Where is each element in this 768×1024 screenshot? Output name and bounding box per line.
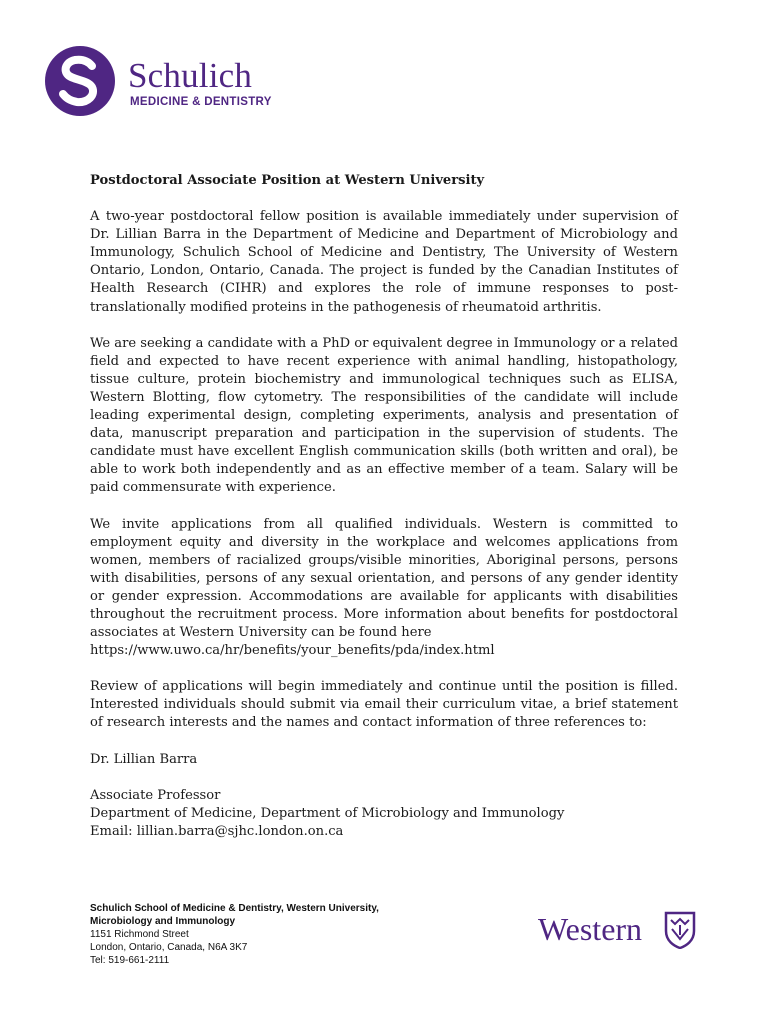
paragraph-equity — [90, 516, 678, 661]
logo-name: Schulich — [128, 56, 253, 95]
contact-role: Associate Professor — [90, 787, 221, 803]
western-logo-text: Western — [538, 911, 643, 947]
paragraph-applications: Review of applications will begin immediately and continue until the position is filled. Interested individuals should submit via email their curriculum vitae, a brief statement of research interests and the names and contact information of three references to: — [90, 679, 678, 731]
footer-school: Schulich School of Medicine & Dentistry, Western University, — [90, 903, 379, 914]
letter-body — [90, 172, 678, 859]
letter-title: Postdoctoral Associate Position at Western University — [90, 173, 485, 188]
footer-department: Microbiology and Immunology — [90, 916, 235, 927]
western-crest-icon — [664, 911, 696, 949]
contact-email[interactable]: Email: lillian.barra@sjhc.london.on.ca — [90, 823, 344, 839]
footer-address — [90, 902, 379, 967]
equity-text: We invite applications from all qualified individuals. Western is committed to employment equity and diversity in the workplace and welcomes applications from women, members of racialized groups/visible minorities, Aboriginal persons, persons with disabilities, persons of any sexual orientation, and persons of any gender identity or gender expression. Accommodations are available for applicants with disabilities throughout the recruitment process. More information about benefits for postdoctoral associates at Western University can be found here — [90, 516, 678, 641]
paragraph-position: A two-year postdoctoral fellow position is available immediately under supervision of Dr. Lillian Barra in the Department of Medicine and Department of Microbiology and Immunology, Schulich School of Medicine and Dentistry, The University of Western Ontario, London, Ontario, Canada. The project is funded by the Canadian Institutes of Health Research (CIHR) and explores the role of immune responses to post-translationally modified proteins in the pathogenesis of rheumatoid arthritis. — [90, 209, 678, 315]
footer-city: London, Ontario, Canada, N6A 3K7 — [90, 942, 248, 953]
contact-name: Dr. Lillian Barra — [90, 751, 198, 767]
footer-phone: Tel: 519-661-2111 — [90, 955, 170, 966]
benefits-link[interactable]: https://www.uwo.ca/hr/benefits/your_benefits/pda/index.html — [90, 643, 495, 659]
logo-subtitle: MEDICINE & DENTISTRY — [130, 96, 272, 108]
schulich-logo-icon — [44, 44, 116, 118]
contact-block — [90, 787, 678, 841]
contact-department: Department of Medicine, Department of Microbiology and Immunology — [90, 805, 565, 821]
paragraph-requirements: We are seeking a candidate with a PhD or equivalent degree in Immunology or a related field and expected to have recent experience with animal handling, histopathology, tissue culture, protein biochemistry and immunological techniques such as ELISA, Western Blotting, flow cytometry. The responsibilities of the candidate will include leading experimental design, completing experiments, analysis and presentation of data, manuscript preparation and participation in the supervision of students. The candidate must have excellent English communication skills (both written and oral), be able to work both independently and as an effective member of a team. Salary will be paid commensurate with experience. — [90, 335, 678, 496]
footer-street: 1151 Richmond Street — [90, 929, 189, 940]
